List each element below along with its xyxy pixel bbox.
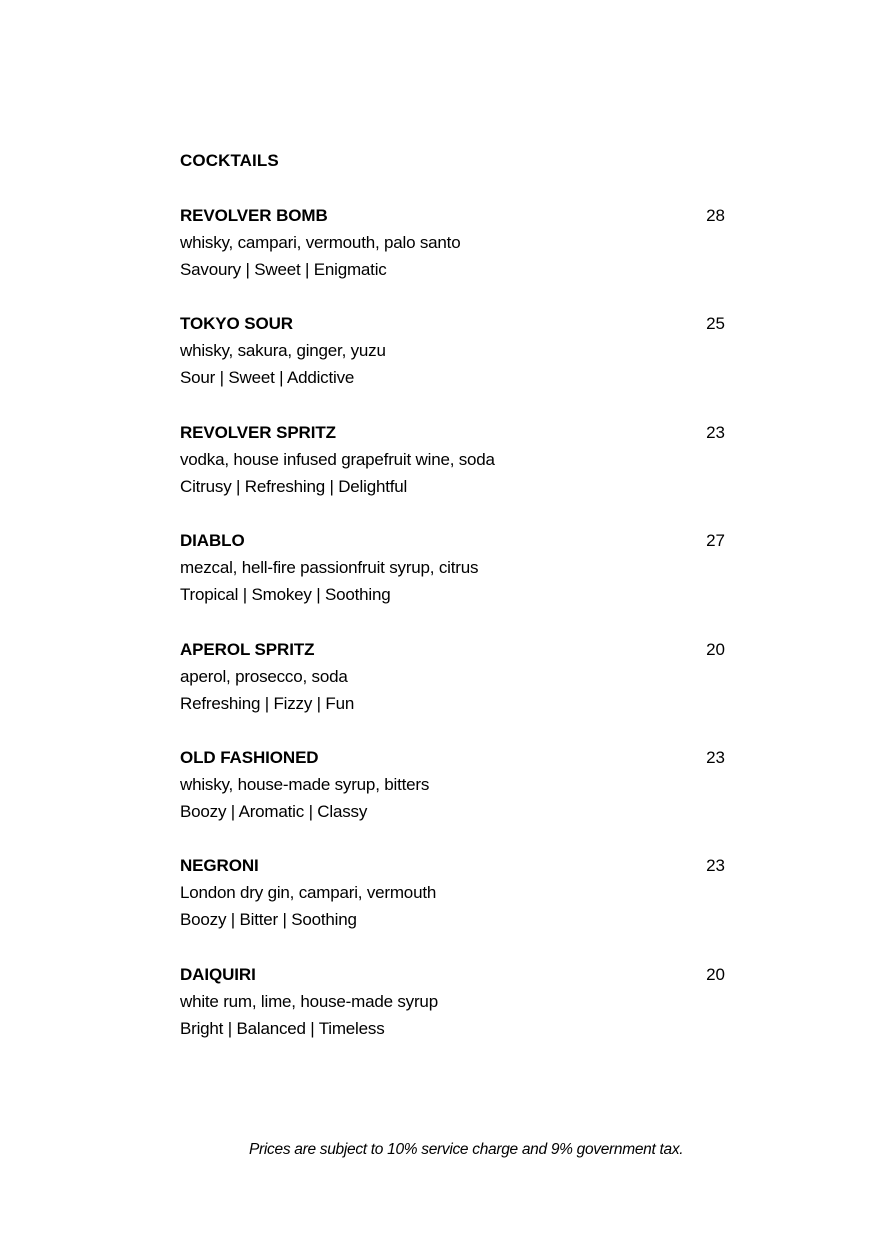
cocktail-name: DIABLO [180,531,245,551]
cocktail-name: REVOLVER SPRITZ [180,422,336,442]
cocktail-tasting-notes: Tropical | Smokey | Soothing [180,585,391,605]
section-title: COCKTAILS [180,151,279,170]
cocktail-ingredients: London dry gin, campari, vermouth [180,883,437,903]
cocktail-ingredients: mezcal, hell-fire passionfruit syrup, citrus [180,558,479,578]
cocktail-tasting-notes: Boozy | Aromatic | Classy [180,801,368,821]
cocktail-ingredients: white rum, lime, house-made syrup [180,991,438,1011]
cocktail-name: OLD FASHIONED [180,747,319,767]
cocktail-item [180,205,725,313]
cocktail-item [180,313,725,421]
cocktail-item [180,422,725,530]
cocktail-price: 27 [706,531,725,551]
cocktail-item [180,639,725,747]
cocktail-ingredients: whisky, campari, vermouth, palo santo [180,233,461,252]
cocktail-name: DAIQUIRI [180,964,256,984]
cocktail-tasting-notes: Citrusy | Refreshing | Delightful [180,476,408,496]
cocktail-ingredients: whisky, house-made syrup, bitters [180,774,430,794]
cocktail-ingredients: whisky, sakura, ginger, yuzu [180,341,386,361]
cocktail-tasting-notes: Refreshing | Fizzy | Fun [180,693,355,713]
cocktail-item [180,747,725,855]
cocktail-price: 20 [706,964,725,984]
cocktail-price: 20 [706,639,725,659]
pricing-disclaimer: Prices are subject to 10% service charge and 9% government tax. [249,1141,684,1158]
cocktail-tasting-notes: Sour | Sweet | Addictive [180,368,355,388]
cocktail-price: 23 [706,422,725,442]
cocktail-price: 23 [706,747,725,767]
cocktail-ingredients: aperol, prosecco, soda [180,666,348,686]
cocktail-price: 28 [706,206,725,225]
cocktail-name: REVOLVER BOMB [180,206,328,225]
cocktail-tasting-notes: Savoury | Sweet | Enigmatic [180,260,387,279]
cocktail-item [180,855,725,963]
cocktail-price: 23 [706,856,725,876]
cocktail-price: 25 [706,314,725,334]
cocktail-name: APEROL SPRITZ [180,639,315,659]
cocktail-tasting-notes: Boozy | Bitter | Soothing [180,910,357,930]
cocktail-item [180,530,725,638]
cocktail-name: TOKYO SOUR [180,314,293,334]
cocktail-ingredients: vodka, house infused grapefruit wine, soda [180,449,495,469]
cocktail-item [180,964,725,1072]
cocktail-name: NEGRONI [180,856,259,876]
cocktail-tasting-notes: Bright | Balanced | Timeless [180,1018,385,1038]
cocktail-list [180,205,725,1072]
